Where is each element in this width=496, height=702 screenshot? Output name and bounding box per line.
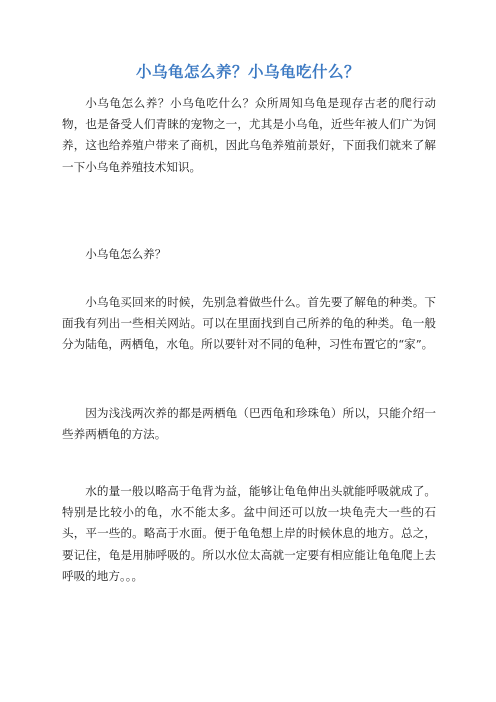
body-paragraph: 水的量一般以略高于龟背为益，能够让龟龟伸出头就能呼吸就成了。特别是比较小的龟，水不能太多。盆中间还可以放一块龟壳大一些的石头，平一些的。略高于水面。便于龟龟想上岸的时候休息的地方。总之，要记住，龟是用肺呼吸的。所以水位太高就一定要有相应能让龟龟爬上去呼吸的地方。。。 bbox=[62, 484, 436, 583]
intro-paragraph: 小乌龟怎么养？小乌龟吃什么？众所周知乌龟是现存古老的爬行动物，也是备受人们青睐的宠物之一，尤其是小乌龟，近些年被人们广为饲养，这也给养殖户带来了商机，因此乌龟养殖前景好，下面我们就来了解一下小乌龟养殖技术知识。 bbox=[62, 96, 436, 174]
body-paragraph: 小乌龟买回来的时候，先别急着做些什么。首先要了解龟的种类。下面我有列出一些相关网站。可以在里面找到自己所养的龟的种类。龟一般分为陆龟，两栖龟，水龟。所以要针对不同的龟种，习性布置它的“家”。 bbox=[62, 295, 436, 352]
body-paragraph: 因为浅浅两次养的都是两栖龟（巴西龟和珍珠龟）所以，只能介绍一些养两栖龟的方法。 bbox=[62, 406, 436, 442]
page-title: 小乌龟怎么养？小乌龟吃什么？ bbox=[135, 63, 360, 81]
section-heading: 小乌龟怎么养？ bbox=[85, 247, 167, 261]
